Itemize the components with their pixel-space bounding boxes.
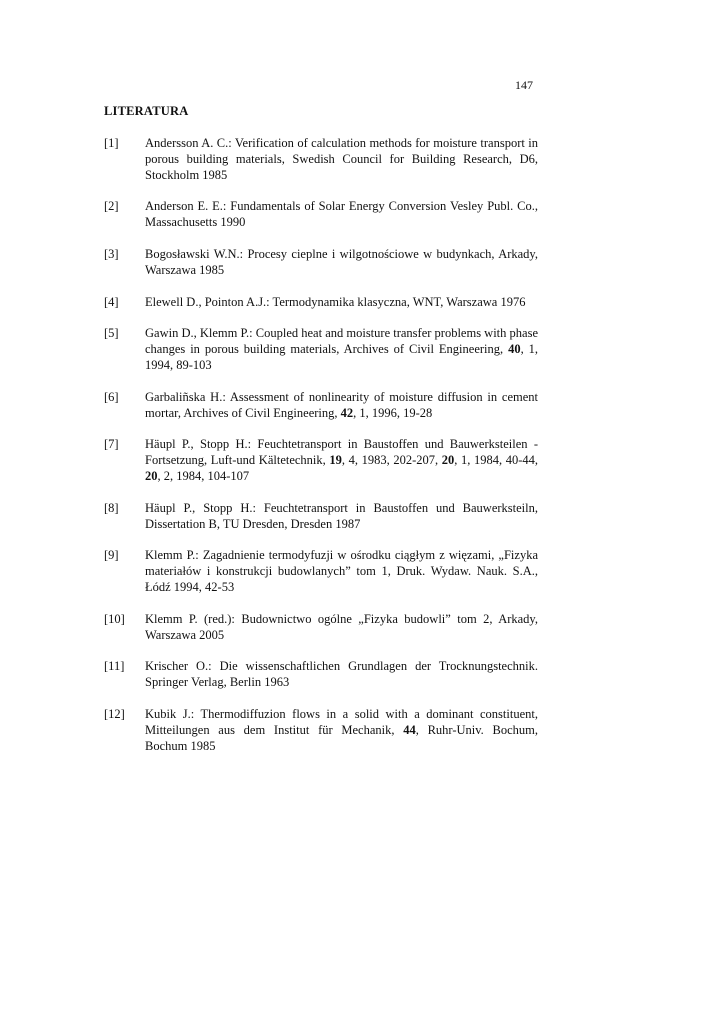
reference-text-part: Andersson A. C.: Verification of calculation methods for moisture transport in porous building materials, Swedish Council for Building Research, D6, Stockholm 1985 [145,136,538,182]
reference-number: [12] [104,706,125,721]
reference-text [145,707,538,754]
reference-text-part: Anderson E. E.: Fundamentals of Solar Energy Conversion Vesley Publ. Co., Massachusetts 1990 [145,199,538,230]
reference-text-part: , 1, 1994, 89-103 [145,342,539,372]
reference-item [104,136,538,183]
reference-number: [5] [104,326,119,341]
reference-text-part: Klemm P.: Zagadnienie termodyfuzji w ośrodku ciągłym z więzami, „Fizyka materiałów i konstrukcji budowlanych” tom 1, Druk. Wydaw. Nauk. S.A., Łódź 1994, 42-53 [145,548,538,594]
reference-number: [8] [104,500,119,515]
reference-text [145,295,538,311]
reference-text-part: , Ruhr-Univ. Bochum, Bochum 1985 [145,722,539,753]
reference-item [104,707,538,754]
reference-text [145,390,538,422]
reference-text [145,136,538,183]
reference-text [145,548,538,595]
reference-text [145,247,538,279]
reference-text-part: , 1, 1996, 19-28 [353,405,433,420]
page-number: 147 [515,78,533,92]
reference-item [104,612,538,644]
reference-text [145,437,538,484]
reference-volume: 40 [508,342,521,357]
reference-item [104,199,538,231]
reference-item [104,247,538,279]
reference-text [145,326,538,373]
reference-item [104,548,538,595]
reference-item [104,659,538,691]
reference-text [145,501,538,533]
reference-number: [7] [104,437,119,452]
reference-item [104,390,538,422]
reference-text-part: Häupl P., Stopp H.: Feuchtetransport in Baustoffen und Bauwerksteilen - Fortsetzung, Luft-und Kältetechnik, [145,437,538,468]
reference-text-part: Garbaliñska H.: Assessment of nonlinearity of moisture diffusion in cement mortar, Archives of Civil Engineering, [145,389,538,420]
reference-text-part: Häupl P., Stopp H.: Feuchtetransport in Baustoffen und Bauwerksteiln, Dissertation B, TU Dresden, Dresden 1987 [145,500,538,531]
reference-number: [6] [104,389,119,404]
reference-text-part: , 1, 1984, 40-44, [454,453,538,468]
reference-text-part: , 2, 1984, 104-107 [157,468,250,483]
reference-item [104,295,538,311]
reference-number: [4] [104,294,119,309]
reference-list [104,136,538,770]
reference-volume: 20 [441,453,455,468]
reference-number: [3] [104,246,119,261]
reference-volume: 42 [340,405,354,420]
reference-text [145,612,538,644]
reference-text-part: , 4, 1983, 202-207, [341,453,442,468]
reference-text [145,199,538,231]
reference-text-part: Elewell D., Pointon A.J.: Termodynamika klasyczna, WNT, Warszawa 1976 [145,294,526,309]
reference-number: [9] [104,548,119,563]
reference-number: [2] [104,199,119,214]
reference-volume: 20 [145,468,158,483]
reference-text-part: Bogosławski W.N.: Procesy cieplne i wilgotnościowe w budynkach, Arkady, Warszawa 1985 [145,246,538,277]
reference-volume: 19 [329,453,342,468]
reference-item [104,437,538,484]
reference-item [104,501,538,533]
reference-text [145,659,538,691]
reference-text-part: Krischer O.: Die wissenschaftlichen Grundlagen der Trocknungstechnik. Springer Verlag, Berlin 1963 [145,659,538,690]
reference-item [104,326,538,373]
reference-number: [10] [104,611,125,626]
reference-number: [11] [104,659,125,674]
reference-text-part: Kubik J.: Thermodiffuzion flows in a solid with a dominant constituent, Mitteilungen aus dem Institut für Mechanik, [145,706,538,737]
reference-text-part: Gawin D., Klemm P.: Coupled heat and moisture transfer problems with phase changes in porous building materials, Archives of Civil Engineering, [145,326,538,357]
reference-volume: 44 [403,722,416,737]
section-heading: LITERATURA [104,104,189,118]
reference-text-part: Klemm P. (red.): Budownictwo ogólne „Fizyka budowli” tom 2, Arkady, Warszawa 2005 [145,611,538,642]
reference-number: [1] [104,136,119,150]
